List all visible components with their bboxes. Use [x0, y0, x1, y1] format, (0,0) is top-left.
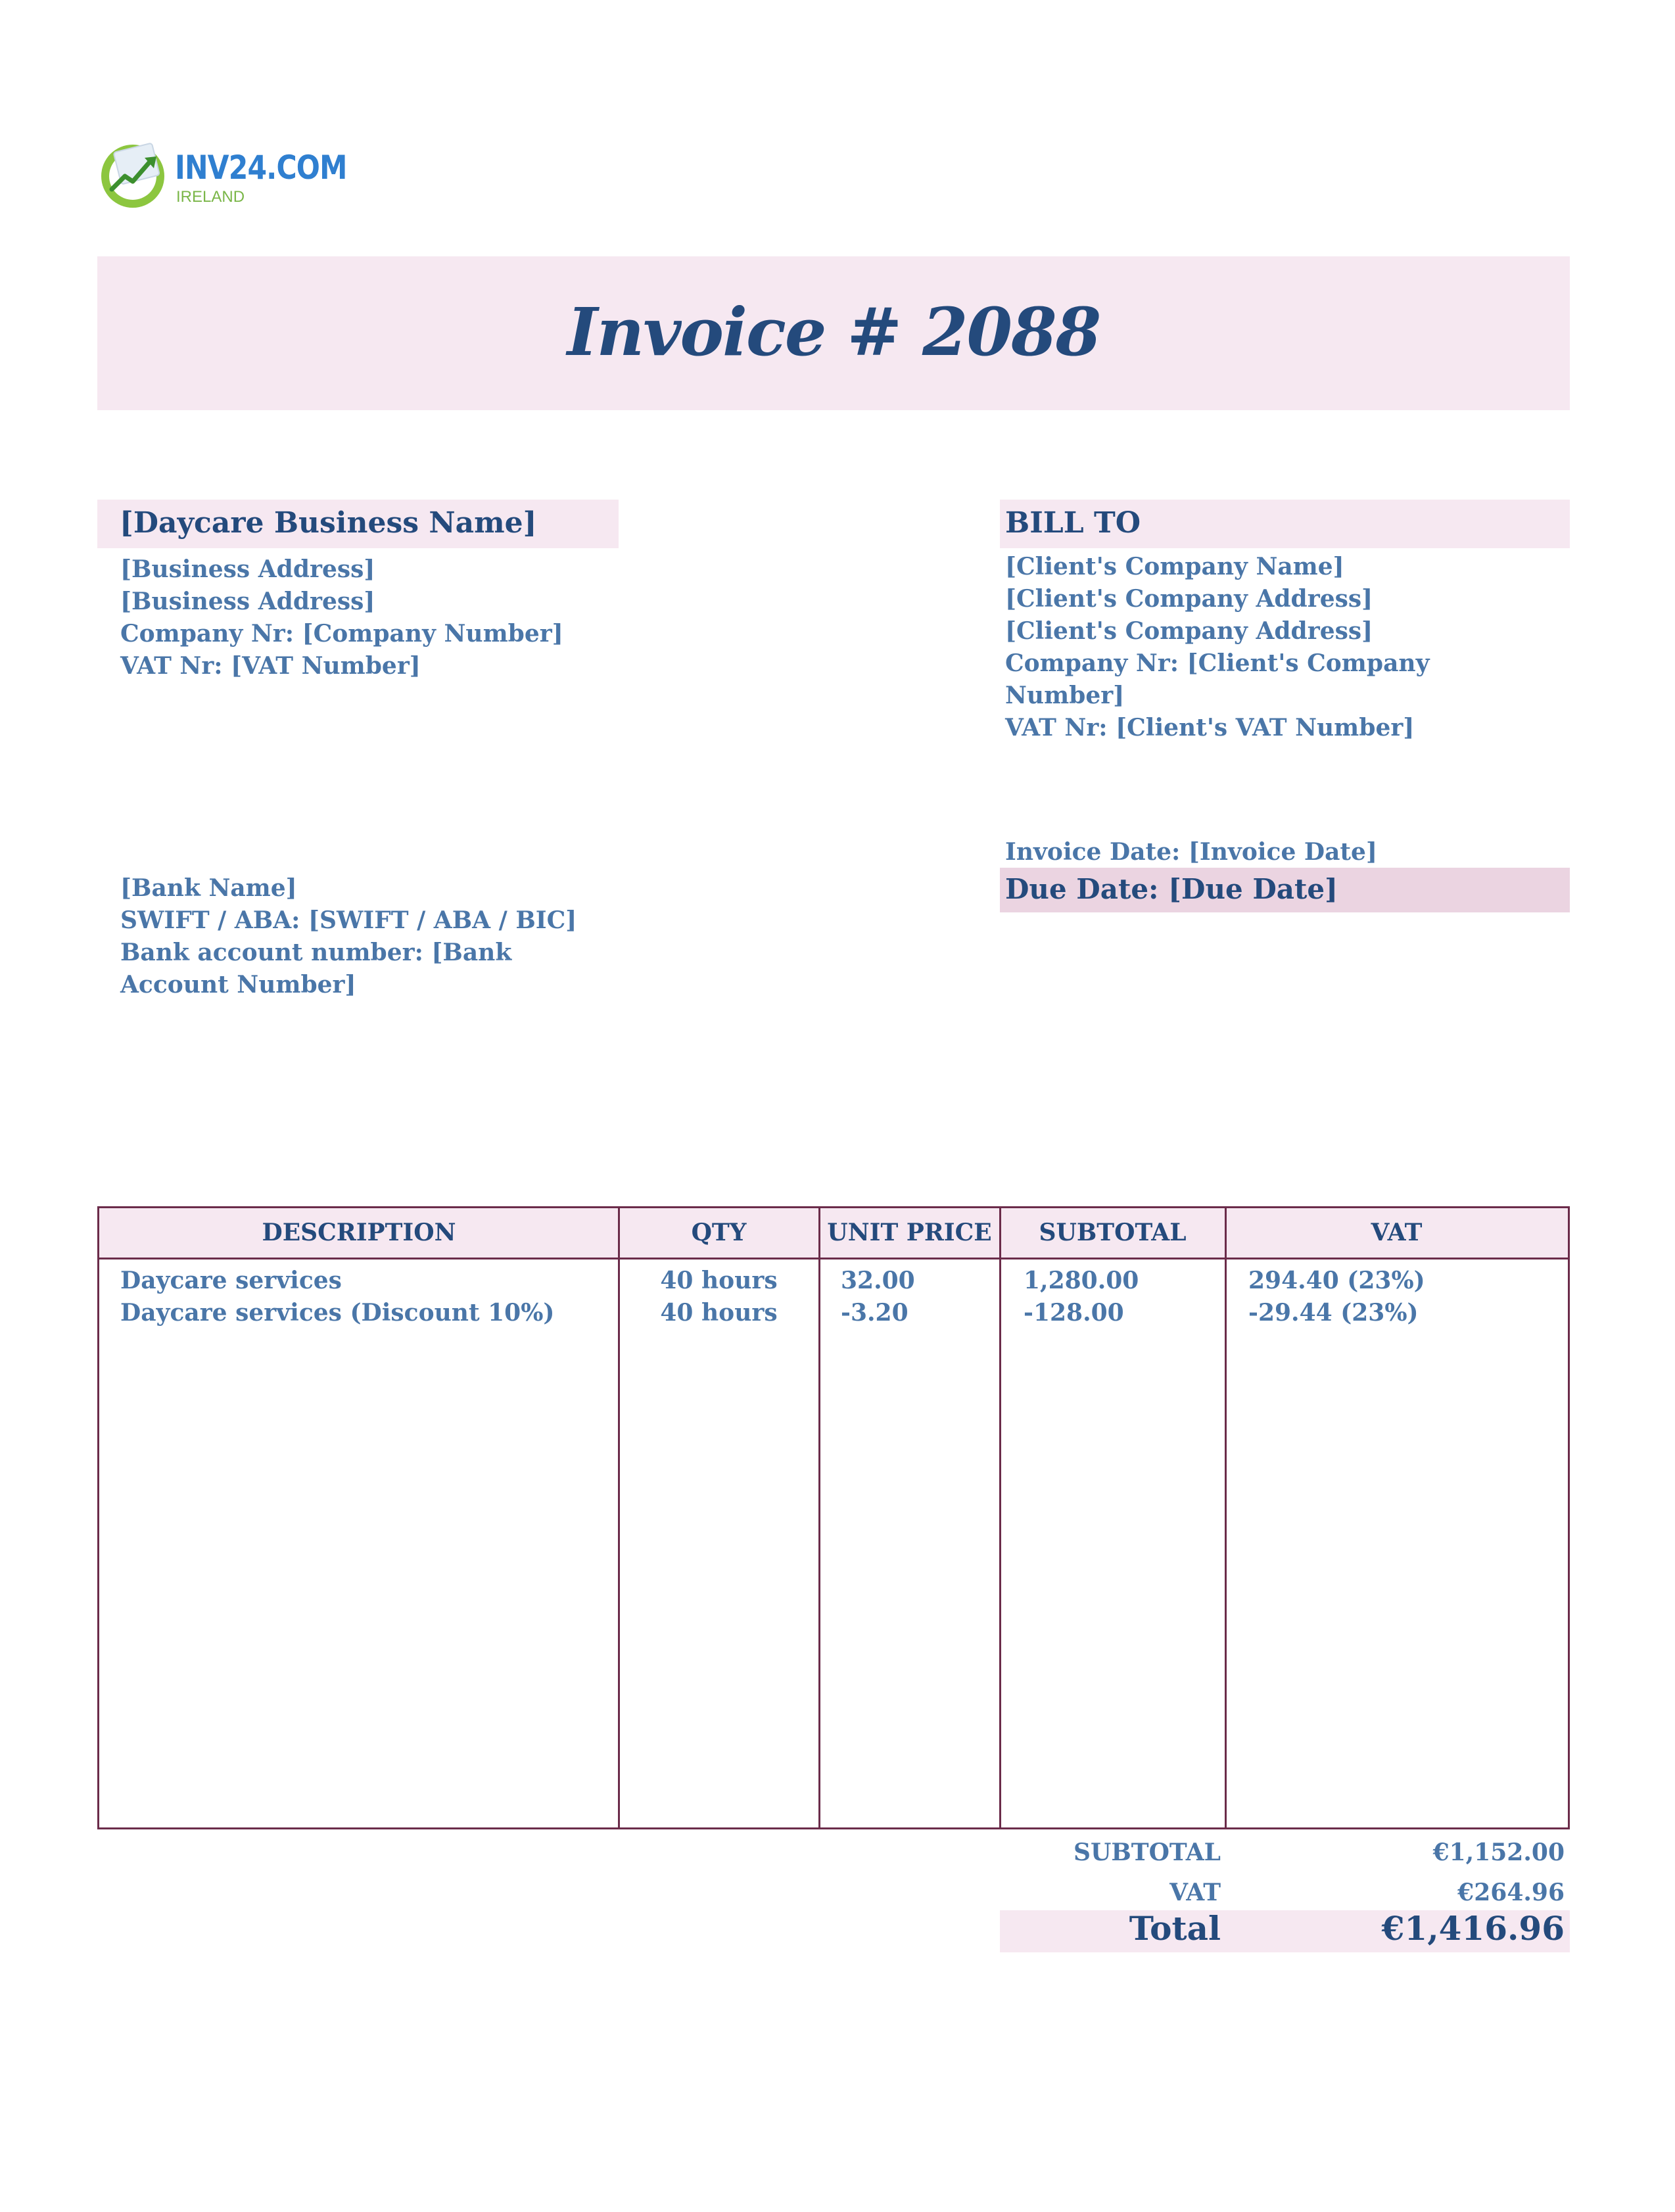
bill-to-details	[1005, 551, 1430, 744]
seller-name: [Daycare Business Name]	[120, 506, 537, 540]
header-subtotal: SUBTOTAL	[1039, 1219, 1187, 1246]
column-divider	[999, 1208, 1001, 1827]
client-company-number-cont: Number]	[1005, 682, 1125, 709]
row-2-description: Daycare services (Discount 10%)	[120, 1299, 555, 1327]
client-address-2: [Client's Company Address]	[1005, 617, 1373, 645]
seller-address-1: [Business Address]	[120, 555, 375, 583]
bank-details	[120, 872, 577, 1001]
bank-account-number: Bank account number: [Bank	[120, 939, 512, 966]
items-table	[97, 1206, 1570, 1829]
header-unit-price: UNIT PRICE	[827, 1219, 992, 1246]
client-vat-number: VAT Nr: [Client's VAT Number]	[1005, 714, 1415, 741]
row-2-subtotal: -128.00	[1024, 1299, 1124, 1327]
row-1-qty: 40 hours	[660, 1267, 778, 1294]
company-logo	[99, 138, 347, 210]
bank-swift: SWIFT / ABA: [SWIFT / ABA / BIC]	[120, 906, 577, 934]
row-1-unit-price: 32.00	[841, 1267, 915, 1294]
due-date: Due Date: [Due Date]	[1005, 873, 1338, 905]
logo-brand-text: INV24.COM	[175, 149, 347, 187]
row-1-vat: 294.40 (23%)	[1248, 1267, 1425, 1294]
client-company-name: [Client's Company Name]	[1005, 553, 1344, 580]
seller-address-2: [Business Address]	[120, 588, 375, 615]
row-1-description: Daycare services	[120, 1267, 342, 1294]
totals-vat-label: VAT	[1169, 1879, 1221, 1906]
seller-company-number: Company Nr: [Company Number]	[120, 620, 563, 647]
row-2-qty: 40 hours	[660, 1299, 778, 1327]
column-divider	[1225, 1208, 1227, 1827]
grand-total-label: Total	[1129, 1909, 1221, 1948]
header-qty: QTY	[691, 1219, 747, 1246]
row-1-subtotal: 1,280.00	[1024, 1267, 1139, 1294]
header-vat: VAT	[1371, 1219, 1423, 1246]
totals-subtotal-value: €1,152.00	[1432, 1839, 1565, 1866]
row-2-vat: -29.44 (23%)	[1248, 1299, 1419, 1327]
seller-vat-number: VAT Nr: [VAT Number]	[120, 652, 421, 680]
logo-chart-icon	[99, 138, 171, 210]
client-company-number: Company Nr: [Client's Company	[1005, 649, 1430, 677]
totals-vat-value: €264.96	[1457, 1879, 1565, 1906]
bill-to-title: BILL TO	[1005, 506, 1141, 540]
invoice-title: Invoice # 2088	[567, 293, 1100, 371]
bank-name: [Bank Name]	[120, 874, 297, 902]
bank-account-number-cont: Account Number]	[120, 971, 356, 999]
header-description: DESCRIPTION	[262, 1219, 456, 1246]
grand-total-value: €1,416.96	[1381, 1909, 1565, 1948]
bill-to-header-band	[1000, 500, 1570, 548]
seller-header-band	[97, 500, 619, 548]
seller-details	[120, 553, 563, 682]
due-date-band	[1000, 868, 1570, 912]
title-band	[97, 256, 1570, 410]
client-address-1: [Client's Company Address]	[1005, 585, 1373, 613]
row-2-unit-price: -3.20	[841, 1299, 908, 1327]
logo-sub-text: IRELAND	[176, 188, 245, 206]
invoice-date: Invoice Date: [Invoice Date]	[1005, 838, 1377, 866]
totals-subtotal-label: SUBTOTAL	[1073, 1839, 1221, 1866]
table-header	[99, 1208, 1568, 1259]
